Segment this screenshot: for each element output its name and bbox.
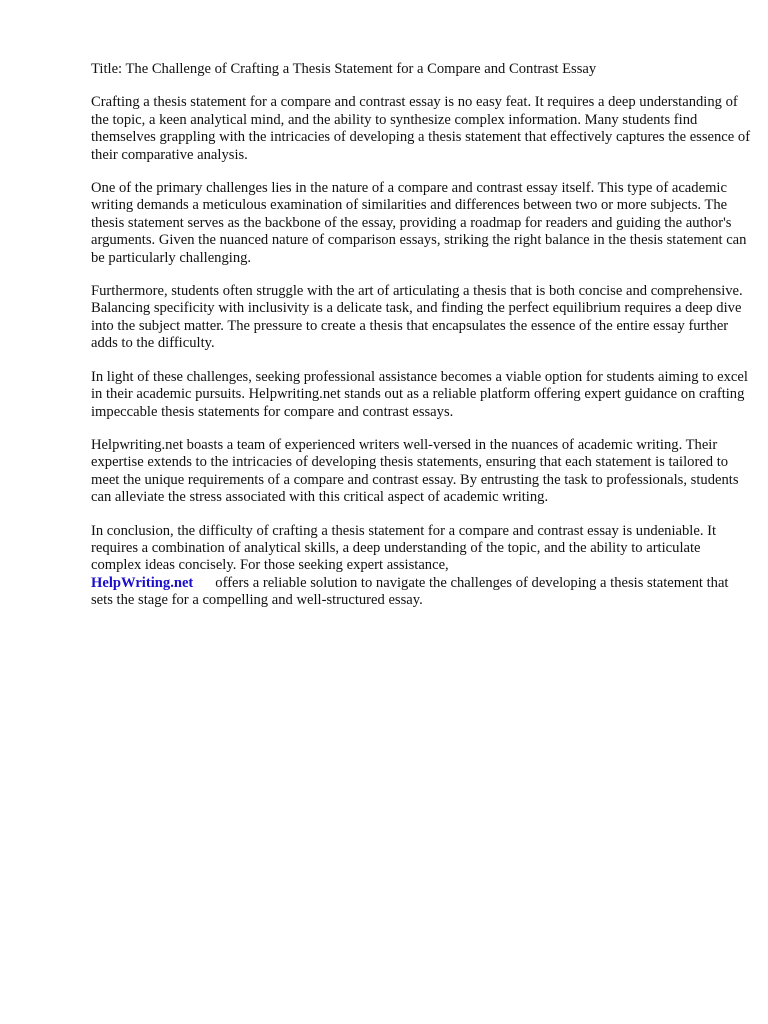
helpwriting-link[interactable]: HelpWriting.net [91,574,194,591]
paragraph-1: Crafting a thesis statement for a compare and contrast essay is no easy feat. It requires a deep understanding of the topic, a keen analytical mind, and the ability to synthesize complex information. Many students find themselves grappling with the intricacies of developing a thesis statement that effectively captures the essence of their comparative analysis. [91,94,751,163]
conclusion-paragraph [91,523,751,610]
document-page [91,61,751,626]
paragraph-5: Helpwriting.net boasts a team of experienced writers well-versed in the nuances of academic writing. Their expertise extends to the intricacies of developing thesis statements, ensuring that each statement is tailored to meet the unique requirements of a compare and contrast essay. By entrusting the task to professionals, students can alleviate the stress associated with this critical aspect of academic writing. [91,436,739,506]
paragraph-4: In light of these challenges, seeking professional assistance becomes a viable option for students aiming to excel in their academic pursuits. Helpwriting.net stands out as a reliable platform offering expert guidance on crafting impeccable thesis statements for compare and contrast essays. [91,368,748,420]
conclusion-lead: In conclusion, the difficulty of crafting a thesis statement for a compare and contrast essay is undeniable. It requires a combination of analytical skills, a deep understanding of the topic, and the ability to articulate complex ideas concisely. For those seeking expert assistance, [91,522,717,574]
paragraph-2: One of the primary challenges lies in the nature of a compare and contrast essay itself. This type of academic writing demands a meticulous examination of similarities and differences between two or more subjects. The thesis statement serves as the backbone of the essay, providing a roadmap for readers and guiding the author's arguments. Given the nuanced nature of comparison essays, striking the right balance in the thesis statement can be particularly challenging. [91,180,747,266]
paragraph-3: Furthermore, students often struggle with the art of articulating a thesis that is both concise and comprehensive. Balancing specificity with inclusivity is a delicate task, and finding the perfect equilibrium requires a deep dive into the subject matter. The pressure to create a thesis that encapsulates the essence of the entire essay further adds to the difficulty. [91,283,743,352]
conclusion-tail: offers a reliable solution to navigate the challenges of developing a thesis statement that sets the stage for a compelling and well-structured essay. [91,574,729,609]
document-title: Title: The Challenge of Crafting a Thesis Statement for a Compare and Contrast Essay [91,61,597,77]
